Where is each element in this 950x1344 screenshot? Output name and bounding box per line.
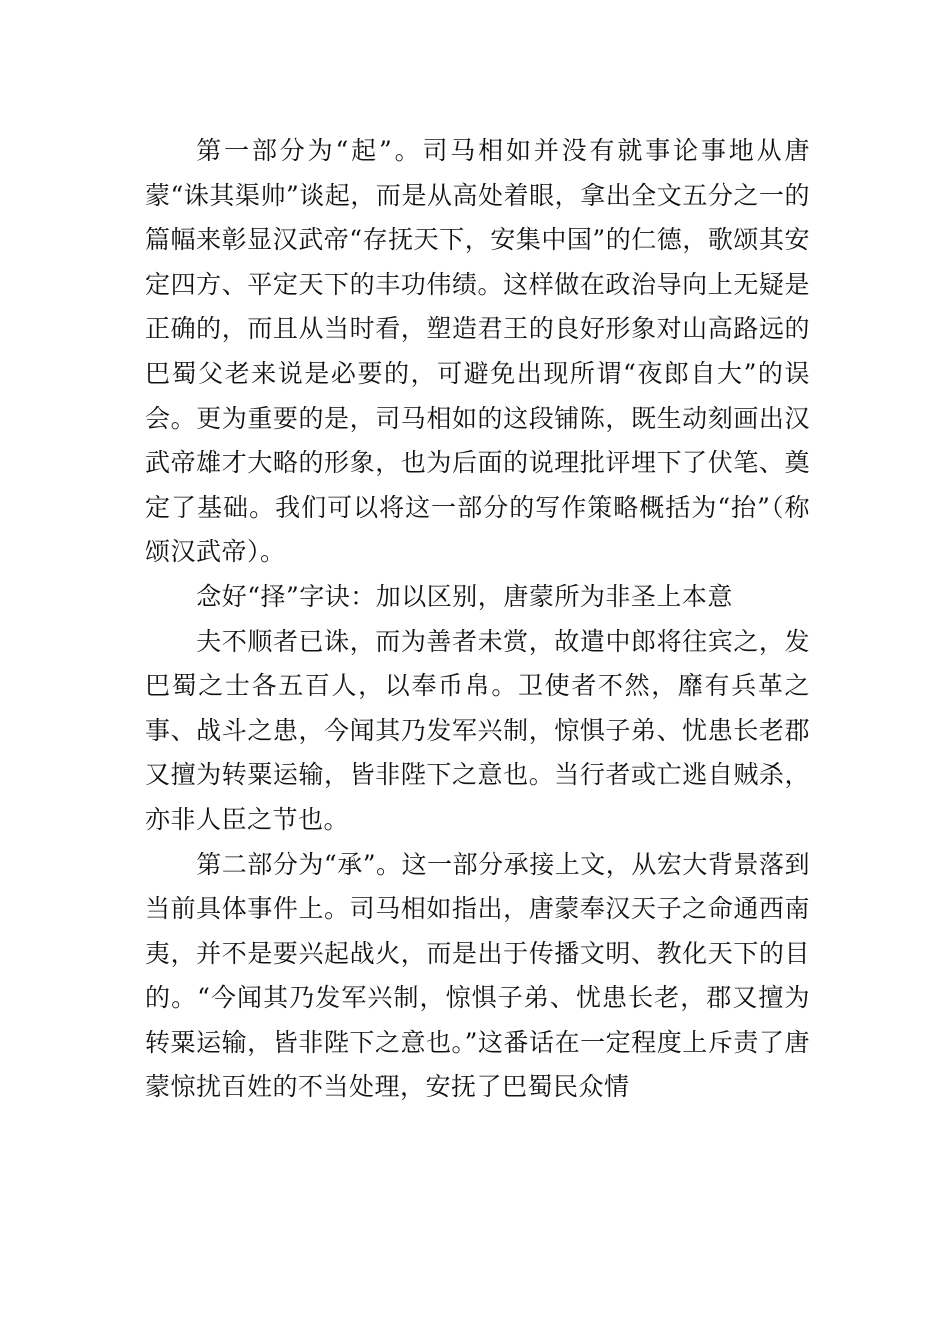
- paragraph-ze-heading: 念好“择”字诀：加以区别，唐蒙所为非圣上本意: [196, 581, 733, 611]
- paragraph-cheng: 第二部分为“承”。这一部分承接上文，从宏大背景落到当前具体事件上。司马相如指出，唐蒙奉汉天子之命通西南夷，并不是要兴起战火，而是出于传播文明、教化天下的目的。“今闻其乃发军兴制，惊惧子弟、忧患长老，郡又擅为转粟运输，皆非陛下之意也。”这番话在一定程度上斥责了唐蒙惊扰百姓的不当处理，安抚了巴蜀民众情: [145, 849, 810, 1102]
- paragraph-qi: 第一部分为“起”。司马相如并没有就事论事地从唐蒙“诛其渠帅”谈起，而是从高处着眼，拿出全文五分之一的篇幅来彰显汉武帝“存抚天下，安集中国”的仁德，歌颂其安定四方、平定天下的丰功伟绩。这样做在政治导向上无疑是正确的，而且从当时看，塑造君王的良好形象对山高路远的巴蜀父老来说是必要的，可避免出现所谓“夜郎自大”的误会。更为重要的是，司马相如的这段铺陈，既生动刻画出汉武帝雄才大略的形象，也为后面的说理批评埋下了伏笔、奠定了基础。我们可以将这一部分的写作策略概括为“抬”（称颂汉武帝）。: [145, 136, 810, 567]
- paragraph-quotation: 夫不顺者已诛，而为善者未赏，故遣中郎将往宾之，发巴蜀之士各五百人，以奉币帛。卫使者不然，靡有兵革之事、战斗之患，今闻其乃发军兴制，惊惧子弟、忧患长老郡又擅为转粟运输，皆非陛下之意也。当行者或亡逃自贼杀，亦非人臣之节也。: [145, 626, 810, 834]
- document-body: [145, 129, 810, 1110]
